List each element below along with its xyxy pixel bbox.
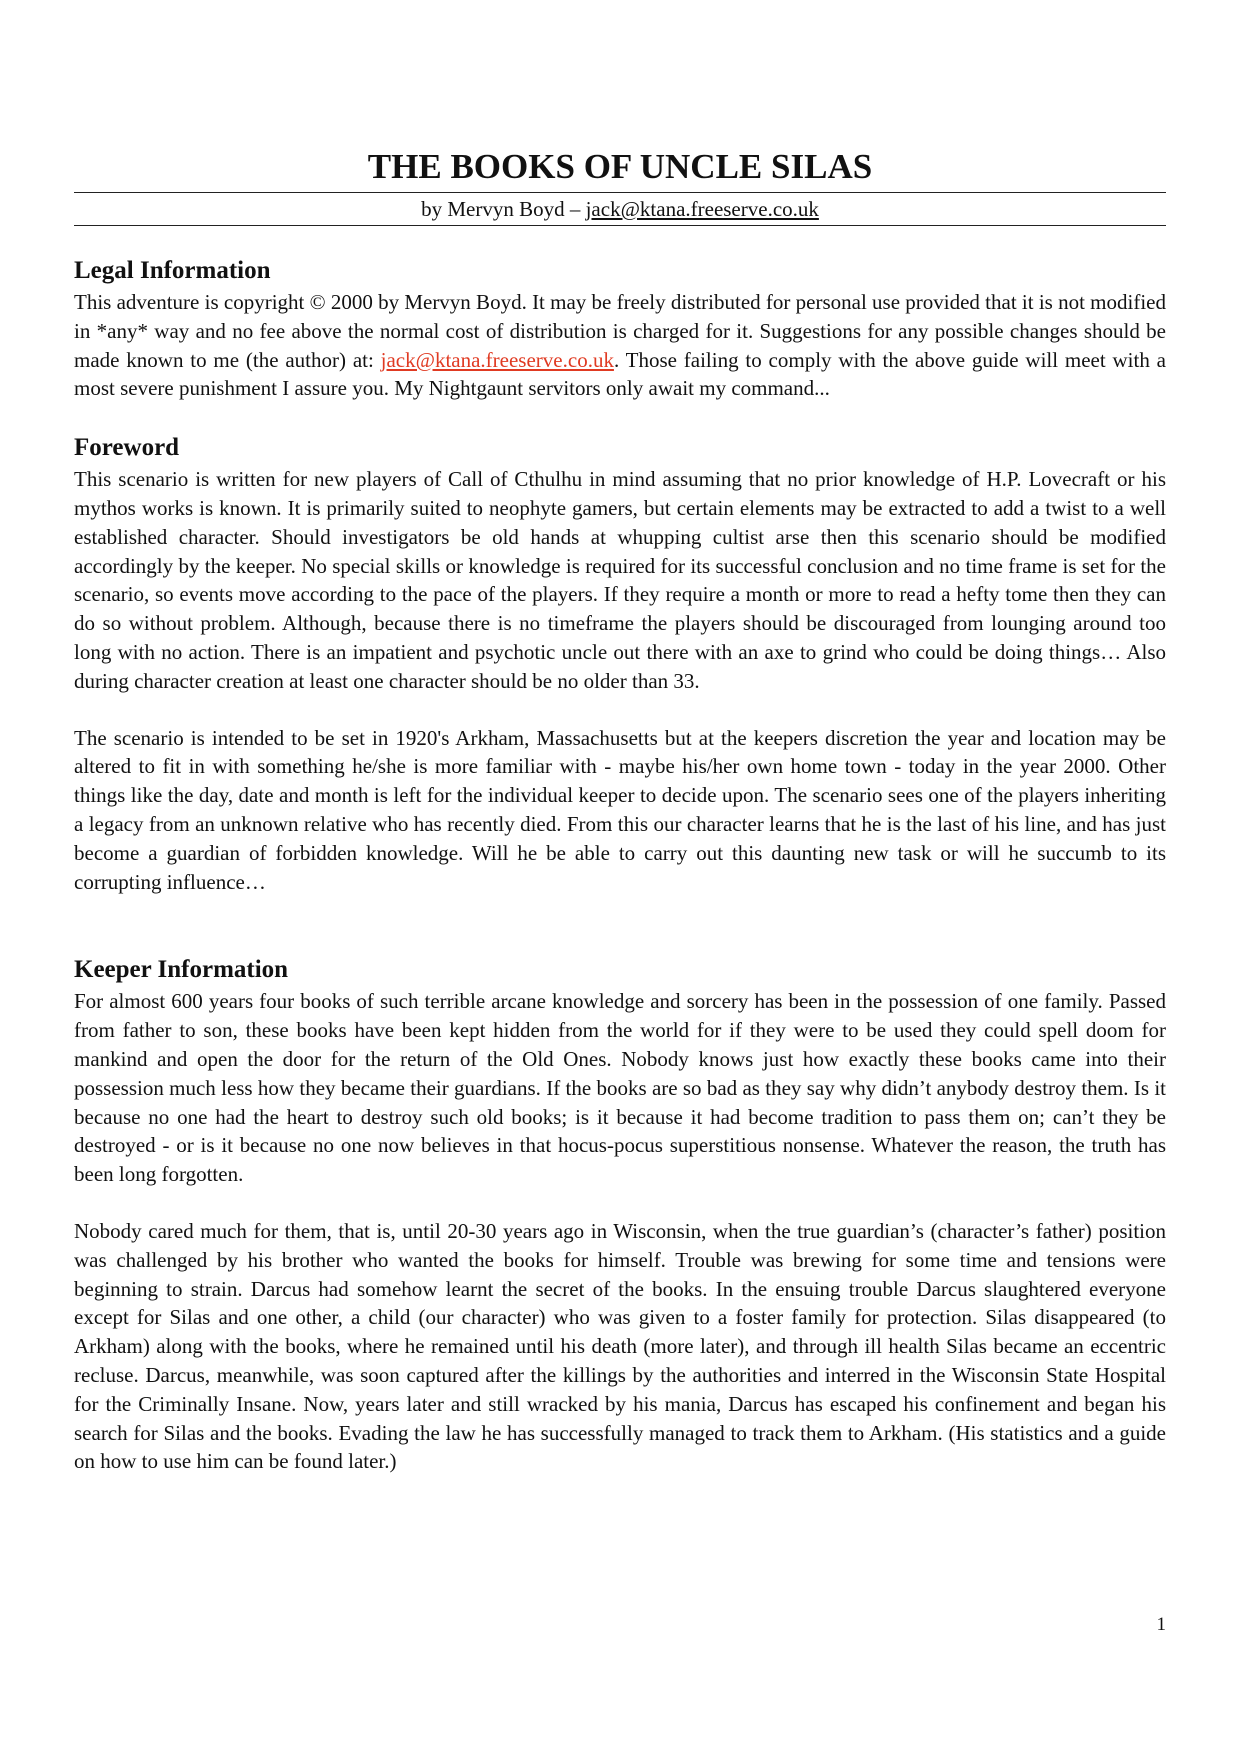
title-rule-top bbox=[74, 192, 1166, 193]
keeper-heading: Keeper Information bbox=[74, 956, 289, 984]
foreword-section bbox=[74, 431, 1166, 896]
keeper-section bbox=[74, 953, 1166, 1476]
legal-text-1: This adventure is copyright © 2000 by Mervyn Boyd. It may be freely distributed for personal use provided that it is not modified in *any* way and no fee above the normal cost of distribution is charged for it. Suggestions for any possible changes should be made known to me (the author) at: bbox=[74, 290, 1166, 372]
document-title: THE BOOKS OF UNCLE SILAS bbox=[367, 147, 873, 186]
byline bbox=[74, 195, 1166, 223]
title-rule-bottom bbox=[74, 225, 1166, 226]
foreword-paragraph-1: This scenario is written for new players of Call of Cthulhu in mind assuming that no prior knowledge of H.P. Lovecraft or his mythos works is known. It is primarily suited to neophyte gamers, but certain elements may be extracted to add a twist to a well established character. Should investigators be old hands at whupping cultist arse then this scenario should be modified accordingly by the keeper. No special skills or knowledge is required for its successful conclusion and no time frame is set for the scenario, so events move according to the pace of the players. If they require a month or more to read a hefty tome then they can do so without problem. Although, because there is no timeframe the players should be discouraged from lounging around too long with no action. There is an impatient and psychotic uncle out there with an axe to grind who could be doing things… Also during character creation at least one character should be no older than 33. bbox=[74, 467, 1166, 693]
foreword-paragraph-2: The scenario is intended to be set in 1920's Arkham, Massachusetts but at the keepers discretion the year and location may be altered to fit in with something he/she is more familiar with - maybe his/her own home town - today in the year 2000. Other things like the day, date and month is left for the individual keeper to decide upon. The scenario sees one of the players inheriting a legacy from an unknown relative who has recently died. From this our character learns that he is the last of his line, and has just become a guardian of forbidden knowledge. Will he be able to carry out this daunting new task or will he succumb to its corrupting influence… bbox=[74, 725, 1166, 894]
page-number: 1 bbox=[1156, 1614, 1166, 1635]
keeper-paragraph-1: For almost 600 years four books of such terrible arcane knowledge and sorcery has been in the possession of one family. Passed from father to son, these books have been kept hidden from the world for if they were to be used they could spell doom for mankind and open the door for the return of the Old Ones. Nobody knows just how exactly these books came into their possession much less how they became their guardians. If the books are so bad as they say why didn’t anybody destroy them. Is it because no one had the heart to destroy such old books; is it because it had become tradition to pass them on; can’t they be destroyed - or is it because no one now believes in that hocus-pocus superstitious nonsense. Whatever the reason, the truth has been long forgotten. bbox=[74, 989, 1166, 1187]
byline-email-link[interactable]: jack@ktana.freeserve.co.uk bbox=[585, 197, 819, 221]
document-body bbox=[74, 254, 1166, 1476]
legal-paragraph bbox=[74, 288, 1166, 403]
legal-text-2: . Those failing to comply with the above guide will meet with a most severe punishment I assure you. My Nightgaunt servitors only await my command... bbox=[74, 347, 1166, 401]
keeper-paragraph-2: Nobody cared much for them, that is, until 20-30 years ago in Wisconsin, when the true guardian’s (character’s father) position was challenged by his brother who wanted the books for himself. Trouble was brewing for some time and tensions were beginning to strain. Darcus had somehow learnt the secret of the books. In the ensuing trouble Darcus slaughtered everyone except for Silas and one other, a child (our character) who was given to a foster family for protection. Silas disappeared (to Arkham) along with the books, where he remained until his death (more later), and through ill health Silas became an eccentric recluse. Darcus, meanwhile, was soon captured after the killings by the authorities and interred in the Wisconsin State Hospital for the Criminally Insane. Now, years later and still wracked by his mania, Darcus has escaped his confinement and began his search for Silas and the books. Evading the law he has successfully managed to track them to Arkham. (His statistics and a guide on how to use him can be found later.) bbox=[74, 1218, 1166, 1474]
legal-section bbox=[74, 254, 1166, 403]
legal-email-link[interactable]: jack@ktana.freeserve.co.uk bbox=[380, 347, 614, 372]
byline-author: by Mervyn Boyd – bbox=[421, 197, 586, 221]
legal-heading: Legal Information bbox=[74, 257, 271, 284]
foreword-heading: Foreword bbox=[74, 434, 180, 462]
